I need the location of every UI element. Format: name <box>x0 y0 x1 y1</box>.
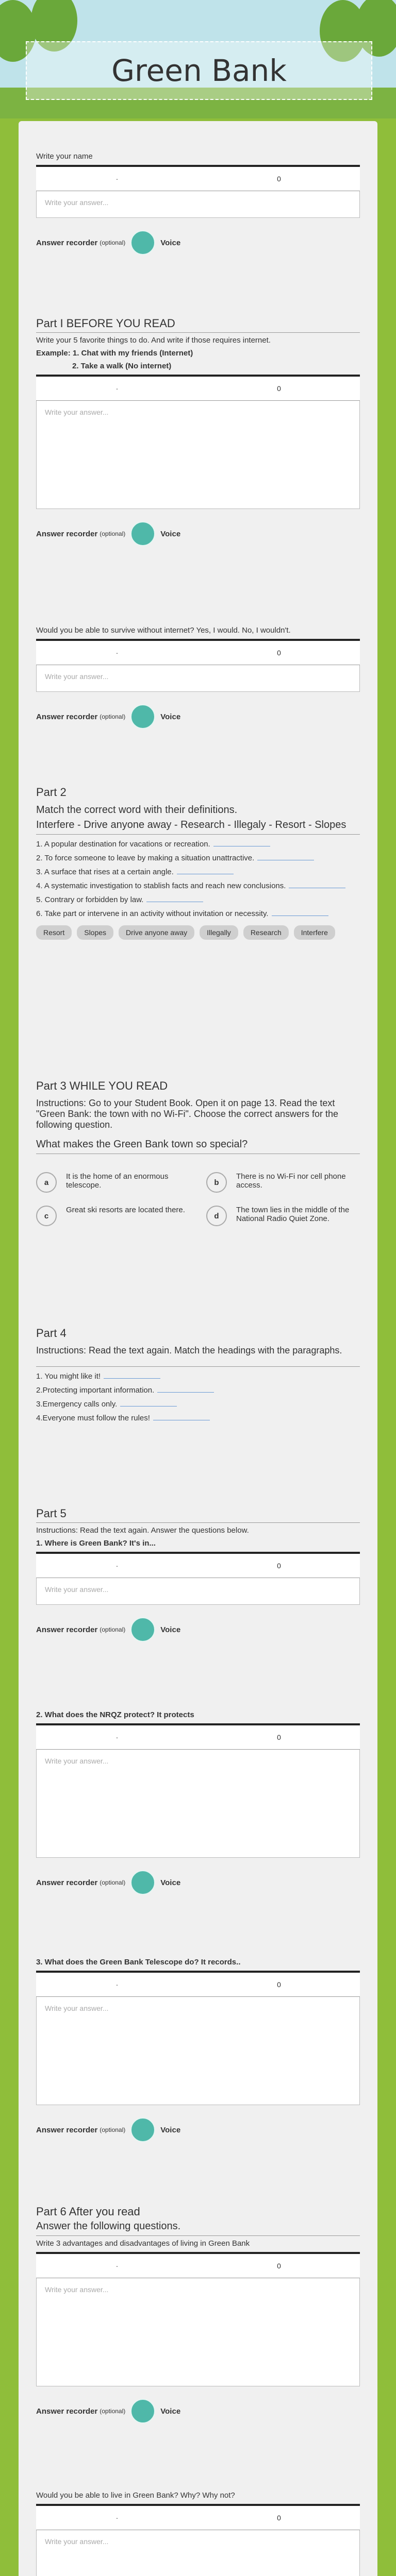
part3-section: Part 3 WHILE YOU READ Instructions: Go to your Student Book. Open it on page 13. Read the text "Green Bank: the town with no Wi-Fi". Choose the correct answers for the following question. What makes the Green Bank town so special? a It is the home of an enormous telescope. b There is no Wi-Fi nor cell phone access. c Great ski resorts are located there. d The town lies in the middle of the National Radio Quiet Zone. <box>36 1079 360 1265</box>
editor-toolbar[interactable]: · 0 <box>36 375 360 401</box>
answer-recorder: Answer recorder (optional) Voice <box>36 230 360 255</box>
match-item: 1. A popular destination for vacations or recreation. <box>36 840 360 849</box>
answer-recorder: Answer recorder (optional) Voice <box>36 1870 360 1895</box>
drop-blank[interactable] <box>104 1378 160 1379</box>
word-chip[interactable]: Interfere <box>294 925 335 940</box>
match-item: 3. A surface that rises at a certain angle. <box>36 868 360 876</box>
record-button[interactable] <box>130 2117 155 2142</box>
match-item: 4. A systematic investigation to stablish facts and reach new conclusions. <box>36 882 360 890</box>
part1-section: Part I BEFORE YOU READ Write your 5 favorite things to do. And write if those requires internet. Example: 1. Chat with my friends (Internet) 2. Take a walk (No internet) · 0 Write your answer... Answer recorder (optional) Voice <box>36 317 360 546</box>
choice-option[interactable]: c Great ski resorts are located there. <box>36 1206 191 1226</box>
record-button[interactable] <box>130 1617 155 1642</box>
title-box <box>26 41 372 100</box>
part2-section: Part 2 Match the correct word with their definitions. Interfere - Drive anyone away - Research - Illegaly - Resort - Slopes 1. A popular destination for vacations or recreation. 2. To force someone to leave by making a situation unattractive. 3. A surface that rises at a certain angle. 4. A systematic investigation to stablish facts and reach new conclusions. 5. Contrary or forbidden by law. 6. Take part or intervene in an activity without invitation or necessity. Resort Slopes Drive anyone away Illegally Research Interfere <box>36 786 360 940</box>
worksheet <box>19 121 377 2576</box>
match-item: 2. To force someone to leave by making a situation unattractive. <box>36 854 360 862</box>
editor-toolbar[interactable]: · 0 <box>36 1971 360 1997</box>
page-title: Green Bank <box>111 53 287 88</box>
match-item: 6. Take part or intervene in an activity without invitation or necessity. <box>36 909 360 918</box>
survive-section: Would you be able to survive without internet? Yes, I would. No, I wouldn't. · 0 Write your answer... Answer recorder (optional) Voice <box>36 626 360 729</box>
part6-q2: Would you be able to live in Green Bank? Why? Why not? · 0 Write your answer... <box>36 2491 360 2576</box>
answer-field[interactable]: Write your answer... <box>36 401 360 509</box>
answer-recorder: Answer recorder (optional) Voice <box>36 2399 360 2424</box>
part5-section: Part 5 Instructions: Read the text again. Answer the questions below. 1. Where is Green Bank? It's in... · 0 Write your answer... Answer recorder (optional) Voice <box>36 1507 360 1642</box>
part5-q2: 2. What does the NRQZ protect? It protects · 0 Write your answer... Answer recorder (optional) Voice <box>36 1710 360 1895</box>
part4-section: Part 4 Instructions: Read the text again. Match the headings with the paragraphs. 1. You might like it! 2.Protecting important information. 3.Emergency calls only. 4.Everyone must follow the rules! <box>36 1327 360 1428</box>
part6-section: Part 6 After you read Answer the following questions. Write 3 advantages and disadvantages of living in Green Bank · 0 Write your answer... Answer recorder (optional) Voice <box>36 2205 360 2424</box>
word-chip[interactable]: Research <box>243 925 289 940</box>
record-button[interactable] <box>130 2399 155 2424</box>
choice-option[interactable]: a It is the home of an enormous telescope. <box>36 1172 191 1193</box>
editor-toolbar[interactable]: · 0 <box>36 1552 360 1578</box>
record-button[interactable] <box>130 521 155 546</box>
choice-option[interactable]: b There is no Wi-Fi nor cell phone access. <box>206 1172 361 1193</box>
answer-field[interactable]: Write your answer... <box>36 2530 360 2576</box>
name-section <box>36 152 360 255</box>
answer-field[interactable]: Write your answer... <box>36 1997 360 2105</box>
answer-recorder: Answer recorder (optional) Voice <box>36 2117 360 2142</box>
answer-field[interactable]: Write your answer... <box>36 191 360 218</box>
choice-option[interactable]: d The town lies in the middle of the National Radio Quiet Zone. <box>206 1206 361 1226</box>
word-chip[interactable]: Illegally <box>200 925 238 940</box>
answer-field[interactable]: Write your answer... <box>36 1578 360 1605</box>
answer-field[interactable]: Write your answer... <box>36 1750 360 1858</box>
editor-toolbar[interactable]: · 0 <box>36 2252 360 2278</box>
editor-toolbar[interactable]: · 0 <box>36 165 360 191</box>
part1-heading: Part I BEFORE YOU READ <box>36 317 360 333</box>
record-button[interactable] <box>130 704 155 729</box>
answer-field[interactable]: Write your answer... <box>36 2278 360 2386</box>
header-banner <box>0 0 396 118</box>
word-chip[interactable]: Slopes <box>77 925 113 940</box>
editor-toolbar[interactable]: · 0 <box>36 1723 360 1750</box>
part5-q3: 3. What does the Green Bank Telescope do? It records.. · 0 Write your answer... Answer recorder (optional) Voice <box>36 1958 360 2142</box>
editor-toolbar[interactable]: · 0 <box>36 639 360 665</box>
record-button[interactable] <box>130 1870 155 1895</box>
word-chip[interactable]: Drive anyone away <box>119 925 194 940</box>
answer-recorder: Answer recorder (optional) Voice <box>36 1617 360 1642</box>
answer-recorder: Answer recorder (optional) Voice <box>36 704 360 729</box>
match-item: 5. Contrary or forbidden by law. <box>36 895 360 904</box>
record-button[interactable] <box>130 230 155 255</box>
editor-toolbar[interactable]: · 0 <box>36 2504 360 2530</box>
name-prompt: Write your name <box>36 152 93 161</box>
word-bank <box>36 925 360 940</box>
drop-blank[interactable] <box>157 1392 214 1393</box>
word-chip[interactable]: Resort <box>36 925 72 940</box>
answer-field[interactable]: Write your answer... <box>36 665 360 692</box>
answer-recorder: Answer recorder (optional) Voice <box>36 521 360 546</box>
